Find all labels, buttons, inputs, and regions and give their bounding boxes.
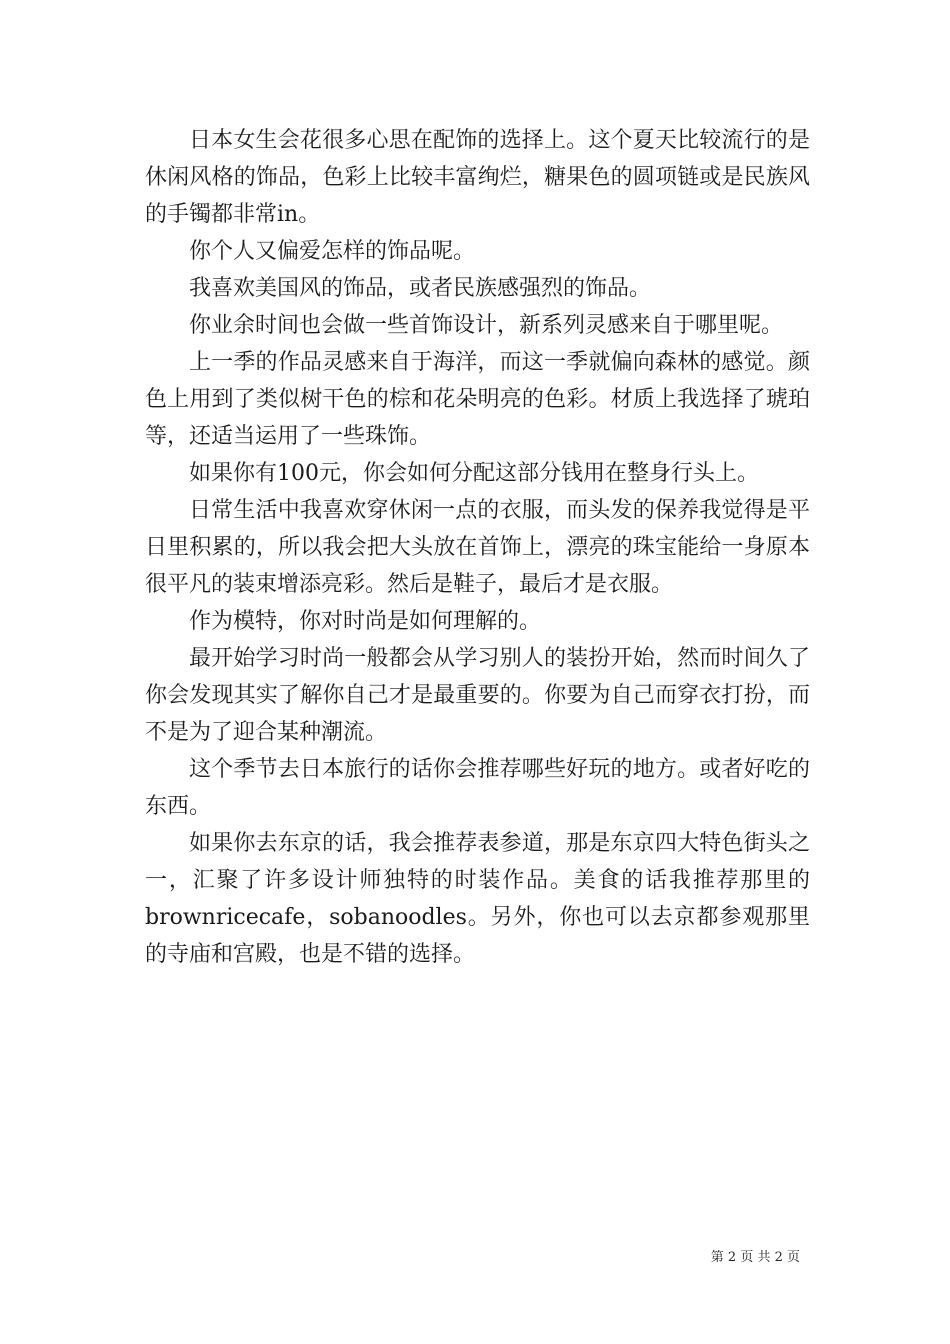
paragraph: 我喜欢美国风的饰品，或者民族感强烈的饰品。 <box>189 276 652 301</box>
paragraph: 日常生活中我喜欢穿休闲一点的衣服，而头发的保养我觉得是平日里积累的，所以我会把大头放在首饰上，漂亮的珠宝能给一身原本很平凡的装束增添亮彩。然后是鞋子，最后才是衣服。 <box>145 498 810 597</box>
paragraph: 你个人又偏爱怎样的饰品呢。 <box>189 239 476 264</box>
paragraph: 如果你去东京的话，我会推荐表参道，那是东京四大特色街头之一，汇聚了许多设计师独特的时装作品。美食的话我推荐那里的brownricecafe，sobanoodles。另外，你也可以去京都参观那里的寺庙和宫殿，也是不错的选择。 <box>145 831 810 967</box>
paragraph: 你业余时间也会做一些首饰设计，新系列灵感来自于哪里呢。 <box>189 313 784 338</box>
paragraph: 上一季的作品灵感来自于海洋，而这一季就偏向森林的感觉。颜色上用到了类似树干色的棕和花朵明亮的色彩。材质上我选择了琥珀等，还适当运用了一些珠饰。 <box>145 350 810 449</box>
paragraph: 最开始学习时尚一般都会从学习别人的装扮开始，然而时间久了你会发现其实了解你自己才是最重要的。你要为自己而穿衣打扮，而不是为了迎合某种潮流。 <box>145 646 810 745</box>
paragraph: 作为模特，你对时尚是如何理解的。 <box>189 609 542 634</box>
paragraph: 如果你有100元，你会如何分配这部分钱用在整身行头上。 <box>189 461 759 486</box>
paragraph: 这个季节去日本旅行的话你会推荐哪些好玩的地方。或者好吃的东西。 <box>145 757 810 819</box>
page-number-footer: 第 2 页 共 2 页 <box>710 1250 800 1265</box>
document-body <box>145 122 810 973</box>
paragraph: 日本女生会花很多心思在配饰的选择上。这个夏天比较流行的是休闲风格的饰品，色彩上比较丰富绚烂，糖果色的圆项链或是民族风的手镯都非常in。 <box>145 128 810 227</box>
